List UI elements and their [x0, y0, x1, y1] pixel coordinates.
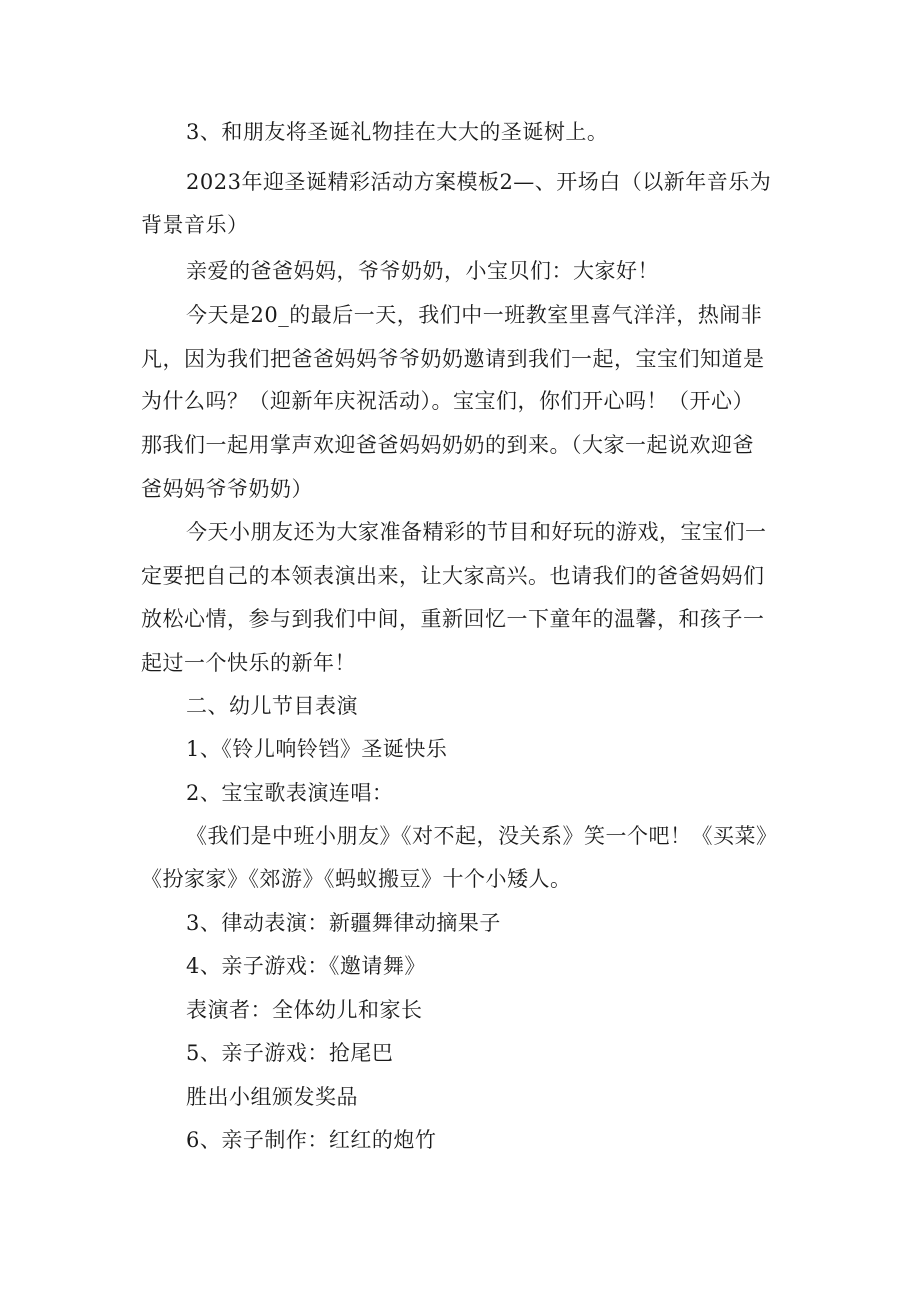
paragraph-line: 今天是20_的最后一天，我们中一班教室里喜气洋洋，热闹非 [186, 303, 763, 327]
list-item: 5、亲子游戏：抢尾巴 [186, 1041, 394, 1065]
paragraph-line: 那我们一起用掌声欢迎爸爸妈妈奶奶的到来。（大家一起说欢迎爸 [141, 433, 754, 457]
song-list-line: 《我们是中班小朋友》《对不起，没关系》笑一个吧！《买菜》 [186, 824, 778, 848]
greeting-line: 亲爱的爸爸妈妈，爷爷奶奶，小宝贝们：大家好！ [186, 259, 659, 283]
list-item: 6、亲子制作：红红的炮竹 [186, 1128, 437, 1152]
list-item: 1、《铃儿响铃铛》圣诞快乐 [186, 737, 448, 761]
list-item: 2、宝宝歌表演连唱： [186, 781, 394, 805]
paragraph-line: 定要把自己的本领表演出来，让大家高兴。也请我们的爸爸妈妈们 [141, 564, 765, 588]
list-item-gift-tree: 3、和朋友将圣诞礼物挂在大大的圣诞树上。 [186, 120, 609, 144]
paragraph-line: 凡，因为我们把爸爸妈妈爷爷奶奶邀请到我们一起，宝宝们知道是 [141, 347, 765, 371]
section-heading: 二、幼儿节目表演 [186, 694, 358, 718]
list-item-detail: 表演者：全体幼儿和家长 [186, 998, 423, 1022]
song-list-line: 《扮家家》《郊游》《蚂蚁搬豆》十个小矮人。 [141, 867, 572, 891]
list-item: 4、亲子游戏：《邀请舞》 [186, 954, 426, 978]
paragraph-line: 今天小朋友还为大家准备精彩的节目和好玩的游戏，宝宝们一 [186, 520, 767, 544]
paragraph-line: 爸妈妈爷爷奶奶） [141, 477, 313, 501]
paragraph-line: 放松心情，参与到我们中间，重新回忆一下童年的温馨，和孩子一 [141, 607, 765, 631]
paragraph-line: 为什么吗？（迎新年庆祝活动）。宝宝们，你们开心吗！（开心） [141, 389, 754, 413]
list-item: 3、律动表演：新疆舞律动摘果子 [186, 911, 501, 935]
section-title-line: 2023年迎圣诞精彩活动方案模板2—、开场白（以新年音乐为 [186, 170, 772, 194]
list-item-detail: 胜出小组颁发奖品 [186, 1085, 358, 1109]
section-title-continuation: 背景音乐） [141, 213, 249, 237]
paragraph-line: 起过一个快乐的新年！ [141, 651, 356, 675]
